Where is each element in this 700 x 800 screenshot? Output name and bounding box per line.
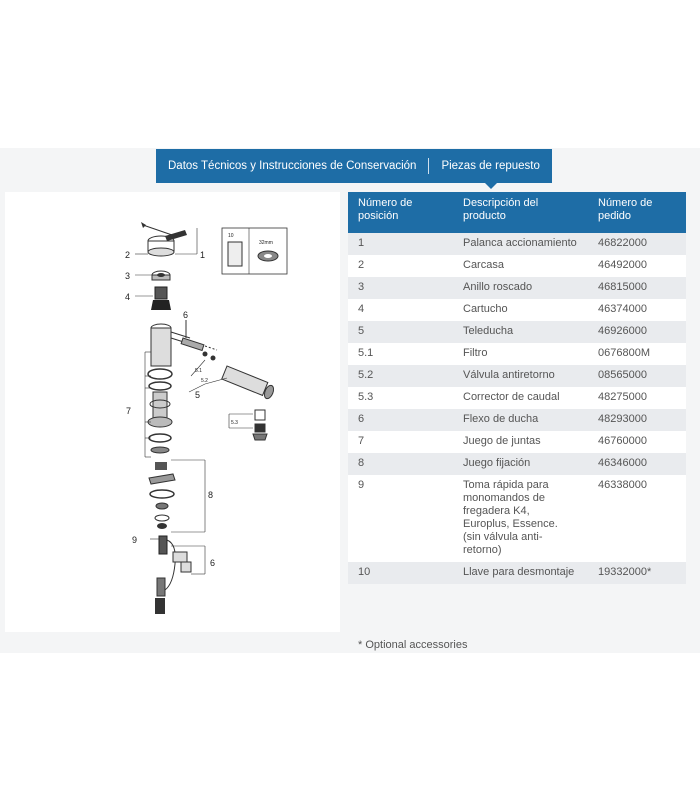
cell-position: 4	[348, 299, 453, 321]
table-row	[348, 409, 686, 431]
cell-order-number: 46374000	[588, 299, 686, 321]
parts-drawing	[5, 192, 340, 632]
tab-technical-data[interactable]: Datos Técnicos y Instrucciones de Conservación	[168, 160, 417, 172]
cell-order-number: 48275000	[588, 387, 686, 409]
optional-accessories-note: * Optional accessories	[358, 639, 468, 651]
cell-description: Juego fijación	[453, 453, 588, 475]
cell-position: 5.2	[348, 365, 453, 387]
cell-position: 10	[348, 562, 453, 584]
cell-order-number: 0676800M	[588, 343, 686, 365]
cell-description: Carcasa	[453, 255, 588, 277]
cell-position: 1	[348, 233, 453, 255]
table-row	[348, 387, 686, 409]
diagram-label-4: 4	[125, 292, 131, 302]
cell-order-number: 48293000	[588, 409, 686, 431]
diagram-label-1: 1	[200, 250, 206, 260]
table-row	[348, 453, 686, 475]
diagram-label-8: 8	[208, 490, 214, 500]
header-product-description: Descripción del producto	[453, 192, 588, 233]
diagram-label-3: 3	[125, 271, 131, 281]
cell-position: 2	[348, 255, 453, 277]
diagram-label-5-3: 5.3	[231, 420, 238, 426]
cell-order-number: 46815000	[588, 277, 686, 299]
cell-order-number: 46346000	[588, 453, 686, 475]
diagram-label-5-1: 5.1	[195, 368, 202, 374]
cell-description: Toma rápida para monomandos de fregadera K4, Europlus, Essence. (sin válvula anti-retorno)	[453, 475, 588, 562]
tab-spare-parts[interactable]: Piezas de repuesto	[429, 149, 551, 183]
cell-description: Flexo de ducha	[453, 409, 588, 431]
cell-description: Válvula antiretorno	[453, 365, 588, 387]
cell-order-number: 46760000	[588, 431, 686, 453]
cell-position: 7	[348, 431, 453, 453]
cartridge-part	[151, 287, 171, 310]
diagram-label-5: 5	[195, 390, 201, 400]
table-row	[348, 365, 686, 387]
cell-order-number: 19332000*	[588, 562, 686, 584]
cell-description: Cartucho	[453, 299, 588, 321]
header-order-number: Número de pedido	[588, 192, 686, 233]
header-position-number: Número de posición	[348, 192, 453, 233]
cell-order-number: 08565000	[588, 365, 686, 387]
quick-connector-part	[155, 536, 205, 614]
diagram-label-9: 9	[132, 535, 138, 545]
cell-position: 5.3	[348, 387, 453, 409]
table-header-row	[348, 192, 686, 233]
cell-description: Corrector de caudal	[453, 387, 588, 409]
cell-order-number: 46338000	[588, 475, 686, 562]
spray-head-part	[189, 352, 275, 400]
diagram-label-5-2: 5.2	[201, 378, 208, 384]
threaded-ring-part	[152, 271, 170, 280]
table-row	[348, 321, 686, 343]
table-row	[348, 299, 686, 321]
diagram-label-10: 10	[228, 233, 234, 239]
table-row	[348, 233, 686, 255]
lever-part	[141, 222, 187, 256]
exploded-parts-diagram	[5, 192, 340, 632]
cell-position: 8	[348, 453, 453, 475]
spare-parts-table	[348, 192, 686, 584]
diagram-label-7: 7	[126, 406, 132, 416]
cell-position: 5	[348, 321, 453, 343]
cell-order-number: 46926000	[588, 321, 686, 343]
cell-order-number: 46492000	[588, 255, 686, 277]
table-row	[348, 431, 686, 453]
cell-position: 9	[348, 475, 453, 562]
cell-description: Llave para desmontaje	[453, 562, 588, 584]
table-row	[348, 277, 686, 299]
hose-part	[181, 320, 217, 351]
cell-position: 5.1	[348, 343, 453, 365]
cell-description: Filtro	[453, 343, 588, 365]
diagram-size-label: 32mm	[259, 240, 273, 246]
cell-position: 3	[348, 277, 453, 299]
tab-bar	[156, 149, 552, 183]
cell-description: Teleducha	[453, 321, 588, 343]
diagram-label-2: 2	[125, 250, 131, 260]
diagram-label-6-bottom: 6	[210, 558, 216, 568]
cell-position: 6	[348, 409, 453, 431]
table-row	[348, 562, 686, 584]
cell-order-number: 46822000	[588, 233, 686, 255]
diagram-label-6-top: 6	[183, 310, 189, 320]
cell-description: Juego de juntas	[453, 431, 588, 453]
table-row	[348, 255, 686, 277]
cell-description: Anillo roscado	[453, 277, 588, 299]
cell-description: Palanca accionamiento	[453, 233, 588, 255]
table-row	[348, 475, 686, 562]
seals-set-part	[145, 352, 172, 457]
table-row	[348, 343, 686, 365]
fixing-set-part	[149, 460, 205, 532]
